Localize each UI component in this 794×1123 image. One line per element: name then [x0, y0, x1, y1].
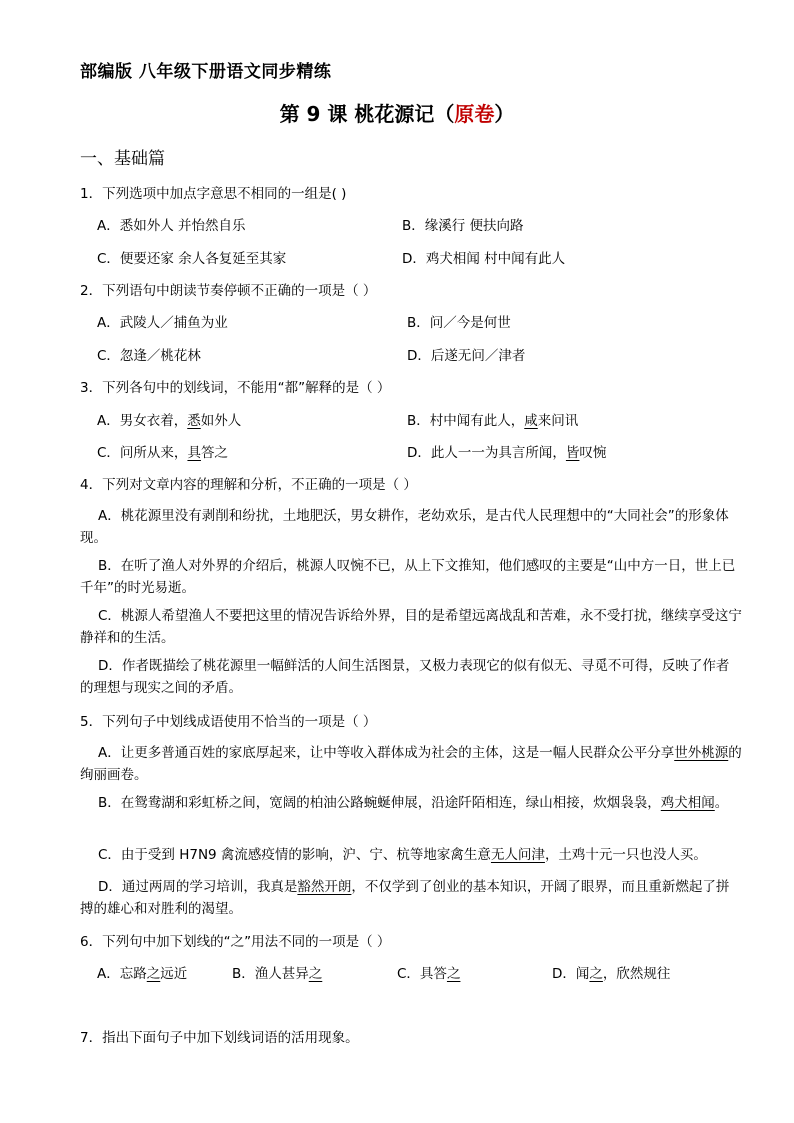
question-4-option-a: A．桃花源里没有剥削和纷扰，土地肥沃，男女耕作，老幼欢乐，是古代人民理想中的“大同社会”的形象体现。	[80, 508, 729, 546]
option-text: B．村中闻有此人，	[407, 413, 525, 429]
option-text: 如外人	[200, 413, 242, 429]
option-text: C．问所从来，	[97, 445, 188, 461]
option-text: 的绚丽画卷。	[80, 745, 742, 783]
question-6-option-c	[397, 962, 460, 982]
underlined-word: 之	[446, 966, 461, 982]
question-4-stem: 4．下列对文章内容的理解和分析，不正确的一项是（ ）	[80, 477, 417, 493]
question-2-option-d: D．后遂无问／津者	[407, 348, 526, 364]
section-title: 一、基础篇	[80, 149, 165, 169]
question-1-stem: 1．下列选项中加点字意思不相同的一组是( )	[80, 186, 347, 202]
question-4-option-b: B．在听了渔人对外界的介绍后，桃源人叹惋不已，从上下文推知，他们感叹的主要是“山中方一日，世上已千年”的时光易逝。	[80, 558, 736, 596]
question-3-option-b	[407, 409, 578, 429]
underlined-word: 咸	[524, 413, 538, 429]
question-2-option-a: A．武陵人／捕鱼为业	[97, 315, 228, 331]
question-2-option-c: C．忽逢／桃花林	[97, 348, 201, 364]
underlined-word: 之	[146, 966, 161, 982]
question-6-stem: 6．下列句中加下划线的“之”用法不同的一项是（ ）	[80, 934, 391, 950]
option-text: C．具答	[397, 966, 447, 982]
question-1-option-c: C．便要还家 余人各复延至其家	[97, 251, 287, 267]
question-6-option-a	[97, 962, 187, 982]
option-text: D．通过两周的学习培训，我真是	[98, 879, 298, 895]
question-6-option-d	[552, 962, 670, 982]
option-text: 叹惋	[579, 445, 607, 461]
underlined-word: 之	[308, 966, 323, 982]
question-3-option-a	[97, 409, 241, 429]
option-text: 来问讯	[537, 413, 579, 429]
question-4-option-c: C．桃源人希望渔人不要把这里的情况告诉给外界，目的是希望远离战乱和苦难，永不受打扰，继续享受这宁静祥和的生活。	[80, 608, 742, 646]
question-1-option-d: D．鸡犬相闻 村中闻有此人	[402, 251, 566, 267]
question-6-option-b	[232, 962, 322, 982]
underlined-word: 具	[187, 445, 201, 461]
underlined-idiom: 鸡犬相闻	[660, 795, 715, 811]
question-5-option-a	[80, 742, 742, 786]
question-2-option-b: B．问／今是何世	[407, 315, 511, 331]
underlined-idiom: 世外桃源	[674, 745, 729, 761]
option-text: ，不仅学到了创业的基本知识，开阔了眼界，而且重新燃起了拼搏的雄心和对胜利的渴望。	[80, 879, 730, 917]
question-5-option-c	[80, 844, 742, 866]
lesson-title-accent: 原卷	[454, 102, 495, 126]
option-text: B．渔人甚异	[232, 966, 309, 982]
option-text: A．让更多普通百姓的家底厚起来，让中等收入群体成为社会的主体，这是一幅人民群众公平分享	[98, 745, 675, 761]
question-7-stem: 7．指出下面句子中加下划线词语的活用现象。	[80, 1030, 359, 1046]
question-4-option-d: D．作者既描绘了桃花源里一幅鲜活的人间生活图景，又极力表现它的似有似无、寻觅不可得，反映了作者的理想与现实之间的矛盾。	[80, 658, 730, 696]
question-3-option-c	[97, 441, 228, 461]
option-text: D．此人一一为具言所闻，	[407, 445, 566, 461]
underlined-word: 之	[589, 966, 603, 982]
question-5-stem: 5．下列句子中划线成语使用不恰当的一项是（ ）	[80, 714, 377, 730]
lesson-title-suffix: ）	[494, 102, 515, 126]
question-1-option-a: A．悉如外人 并怡然自乐	[97, 218, 246, 234]
question-1-option-b: B．缘溪行 便扶向路	[402, 218, 524, 234]
question-5-option-d	[80, 876, 742, 920]
lesson-title-prefix: 第 9 课 桃花源记（	[279, 102, 455, 126]
option-text: ，土鸡十元一只也没人买。	[544, 847, 707, 863]
option-text: D．闻	[552, 966, 590, 982]
option-text: ，欣然规往	[602, 966, 671, 982]
underlined-idiom: 无人问津	[490, 847, 545, 863]
series-title: 部编版 八年级下册语文同步精练	[80, 62, 332, 82]
lesson-title	[0, 98, 794, 127]
question-2-stem: 2．下列语句中朗读节奏停顿不正确的一项是（ ）	[80, 283, 377, 299]
option-text: 远近	[160, 966, 188, 982]
option-text: A．男女衣着，	[97, 413, 188, 429]
underlined-word: 皆	[565, 445, 580, 461]
underlined-word: 悉	[187, 413, 201, 429]
option-text: C．由于受到 H7N9 禽流感疫情的影响，沪、宁、杭等地家禽生意	[98, 847, 491, 863]
question-3-stem: 3．下列各句中的划线词，不能用“都”解释的是（ ）	[80, 380, 391, 396]
question-3-option-d	[407, 441, 606, 461]
underlined-idiom: 豁然开朗	[297, 879, 352, 895]
option-text: B．在鸳鸯湖和彩虹桥之间，宽阔的柏油公路蜿蜒伸展，沿途阡陌相连，绿山相接，炊烟袅袅，	[98, 795, 661, 811]
question-5-option-b	[80, 792, 742, 814]
option-text: 。	[714, 795, 729, 811]
option-text: 答之	[200, 445, 228, 461]
option-text: A．忘路	[97, 966, 147, 982]
